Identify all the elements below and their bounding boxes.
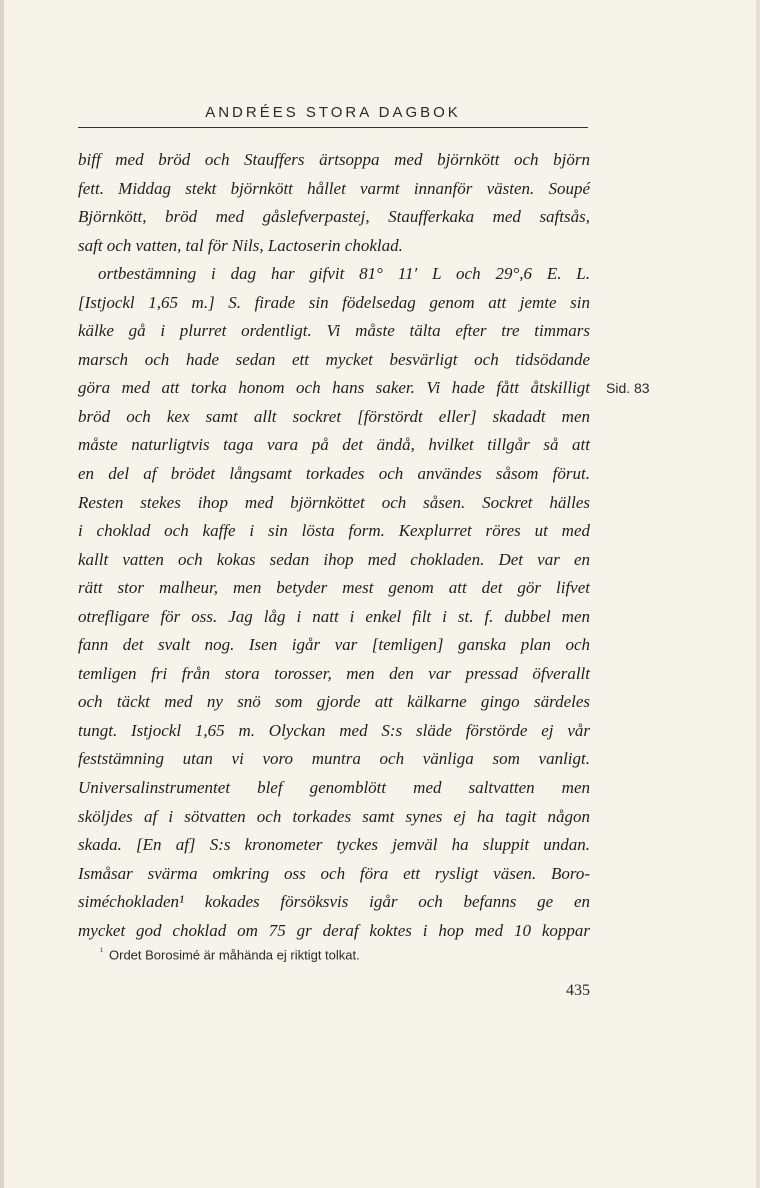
- text-line: Björnkött, bröd med gåslefverpastej, Staufferkaka med saftsås,: [78, 207, 590, 227]
- text-line: [Istjockl 1,65 m.] S. firade sin födelsedag genom att jemte sin: [78, 292, 590, 312]
- text-line: kälke gå i plurret ordentligt. Vi måste tälta efter tre timmars: [78, 321, 590, 341]
- body-text: [78, 146, 590, 945]
- text-line: fett. Middag stekt björnkött hållet varmt innanför västen. Soupé: [78, 178, 590, 198]
- text-line: feststämning utan vi voro muntra och vänliga som vanligt.: [78, 749, 590, 769]
- text-line: måste naturligtvis taga vara på det ändå, hvilket tillgår så att: [78, 435, 590, 455]
- text-line: Resten stekes ihop med björnköttet och såsen. Sockret hälles: [78, 492, 590, 512]
- text-line: saft och vatten, tal för Nils, Lactoserin choklad.: [78, 235, 403, 255]
- text-line: göra med att torka honom och hans saker. Vi hade fått åtskilligt: [78, 378, 590, 398]
- text-line: tungt. Istjockl 1,65 m. Olyckan med S:s släde förstörde ej vår: [78, 720, 590, 740]
- page-edge-left: [0, 0, 4, 1188]
- text-line: Ismåsar svärma omkring oss och föra ett rysligt väsen. Boro-: [78, 863, 590, 883]
- page-number: 435: [566, 982, 590, 999]
- text-line: fann det svalt nog. Isen igår var [temligen] ganska plan och: [78, 635, 590, 655]
- running-head: ANDRÉES STORA DAGBOK: [205, 104, 461, 121]
- text-line: och täckt med ny snö som gjorde att kälkarne gingo särdeles: [78, 692, 590, 712]
- header-rule: [78, 127, 588, 128]
- text-line: rätt stor malheur, men betyder mest genom att det gör lifvet: [78, 578, 590, 598]
- footnote-marker: ¹: [100, 946, 103, 956]
- footnote-text: Ordet Borosimé är måhända ej riktigt tolkat.: [109, 947, 360, 963]
- margin-page-reference: Sid. 83: [606, 380, 650, 396]
- text-line: marsch och hade sedan ett mycket besvärligt och tidsödande: [78, 349, 590, 369]
- text-line: Universalinstrumentet blef genomblött med saltvatten men: [78, 778, 590, 798]
- text-line: skada. [En af] S:s kronometer tyckes jemväl ha sluppit undan.: [78, 835, 590, 855]
- text-line: kallt vatten och kokas sedan ihop med chokladen. Det var en: [78, 549, 590, 569]
- text-line: sköljdes af i sötvatten och torkades samt synes ej ha tagit någon: [78, 806, 590, 826]
- text-line: mycket god choklad om 75 gr deraf koktes i hop med 10 koppar: [78, 920, 590, 940]
- footnote: [100, 946, 360, 962]
- text-line: i choklad och kaffe i sin lösta form. Kexplurret röres ut med: [78, 521, 590, 541]
- text-line: temligen fri från stora torosser, men den var pressad öfverallt: [78, 663, 590, 683]
- text-line: otrefligare för oss. Jag låg i natt i enkel filt i st. f. dubbel men: [78, 606, 590, 626]
- text-line: en del af brödet långsamt torkades och användes såsom förut.: [78, 464, 590, 484]
- text-line: biff med bröd och Stauffers ärtsoppa med björnkött och björn: [78, 150, 590, 169]
- text-line: siméchokladen¹ kokades försöksvis igår och befanns ge en: [78, 892, 590, 912]
- text-line: bröd och kex samt allt sockret [förstördt eller] skadadt men: [78, 406, 590, 426]
- page-edge-right: [756, 0, 760, 1188]
- text-line: ortbestämning i dag har gifvit 81° 11′ L och 29°,6 E. L.: [98, 264, 590, 284]
